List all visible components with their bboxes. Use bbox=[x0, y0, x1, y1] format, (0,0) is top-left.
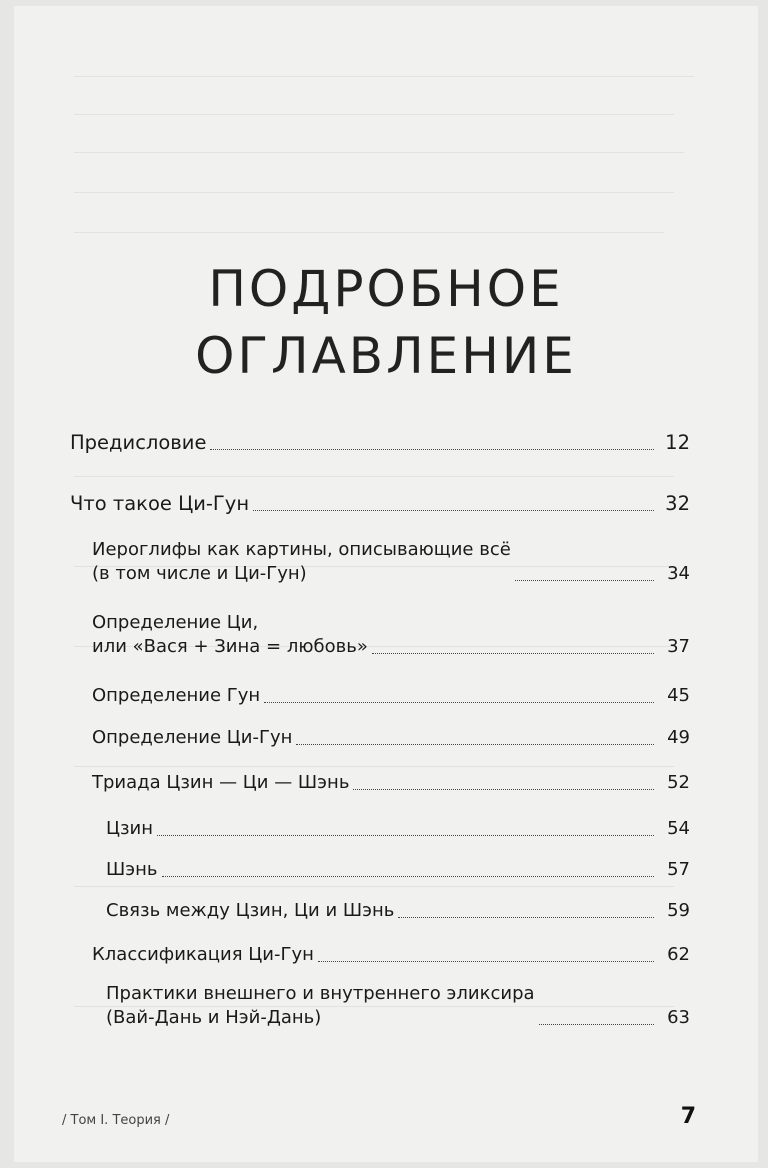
dot-leader bbox=[296, 744, 654, 745]
dot-leader bbox=[515, 580, 654, 581]
toc-entry-qigong-definition[interactable] bbox=[92, 726, 690, 750]
toc-entry-shen[interactable] bbox=[106, 858, 690, 882]
toc-page-number: 12 bbox=[665, 431, 690, 454]
dot-leader bbox=[210, 449, 654, 450]
toc-page-number: 62 bbox=[667, 944, 690, 965]
toc-entry-label: Цзин bbox=[106, 818, 154, 839]
toc-entry-jing[interactable] bbox=[106, 817, 690, 841]
toc-entry-gong-definition[interactable] bbox=[92, 684, 690, 708]
dot-leader bbox=[372, 653, 654, 654]
dot-leader bbox=[318, 961, 654, 962]
toc-page-number: 57 bbox=[667, 859, 690, 880]
dot-leader bbox=[264, 702, 654, 703]
toc-page-number: 59 bbox=[667, 900, 690, 921]
toc-page-number: 63 bbox=[667, 1007, 690, 1028]
page-number: 7 bbox=[680, 1104, 696, 1129]
toc-entry-label: Классификация Ци-Гун bbox=[92, 944, 314, 965]
table-of-contents bbox=[14, 6, 758, 1162]
toc-entry-label-line-1: Определение Ци, bbox=[92, 612, 259, 633]
toc-entry-elixir-practices[interactable] bbox=[106, 982, 690, 1030]
toc-entry-qi-definition[interactable] bbox=[92, 611, 690, 659]
toc-entry-label-line-1: Практики внешнего и внутреннего эликсира bbox=[106, 983, 535, 1004]
dot-leader bbox=[253, 510, 654, 511]
running-footer-book-title: / Том I. Теория / bbox=[62, 1113, 170, 1128]
toc-entry-jing-qi-shen-link[interactable] bbox=[106, 899, 690, 923]
toc-entry-hieroglyphs[interactable] bbox=[92, 538, 690, 586]
toc-page-number: 37 bbox=[667, 636, 690, 657]
toc-entry-label: Что такое Ци-Гун bbox=[70, 492, 250, 515]
toc-entry-label-line-2: (в том числе и Ци-Гун) bbox=[92, 563, 307, 584]
book-page bbox=[14, 6, 758, 1162]
toc-entry-triad[interactable] bbox=[92, 771, 690, 795]
dot-leader bbox=[539, 1024, 654, 1025]
toc-entry-label-line-1: Иероглифы как картины, описывающие всё bbox=[92, 539, 511, 560]
toc-entry-label: Предисловие bbox=[70, 431, 207, 454]
toc-entry-label bbox=[92, 611, 368, 659]
toc-entry-preface[interactable] bbox=[70, 431, 690, 455]
dot-leader bbox=[353, 789, 654, 790]
toc-page-number: 49 bbox=[667, 727, 690, 748]
toc-entry-label: Определение Ци-Гун bbox=[92, 727, 293, 748]
toc-entry-classification[interactable] bbox=[92, 943, 690, 967]
toc-page-number: 54 bbox=[667, 818, 690, 839]
toc-entry-label bbox=[92, 538, 511, 586]
toc-page-number: 34 bbox=[667, 563, 690, 584]
toc-entry-label bbox=[106, 982, 535, 1030]
dot-leader bbox=[157, 835, 654, 836]
toc-entry-label: Определение Гун bbox=[92, 685, 261, 706]
toc-page-number: 32 bbox=[665, 492, 690, 515]
toc-entry-label: Шэнь bbox=[106, 859, 158, 880]
page-title-line-1: ПОДРОБНОЕ bbox=[208, 260, 564, 318]
toc-entry-label: Связь между Цзин, Ци и Шэнь bbox=[106, 900, 395, 921]
toc-entry-what-is-qigong[interactable] bbox=[70, 492, 690, 516]
toc-page-number: 45 bbox=[667, 685, 690, 706]
toc-entry-label-line-2: (Вай-Дань и Нэй-Дань) bbox=[106, 1007, 322, 1028]
toc-entry-label: Триада Цзин — Ци — Шэнь bbox=[92, 772, 350, 793]
dot-leader bbox=[162, 876, 654, 877]
toc-entry-label-line-2: или «Вася + Зина = любовь» bbox=[92, 636, 368, 657]
toc-page-number: 52 bbox=[667, 772, 690, 793]
page-title-line-2: ОГЛАВЛЕНИЕ bbox=[195, 327, 577, 385]
dot-leader bbox=[398, 917, 654, 918]
